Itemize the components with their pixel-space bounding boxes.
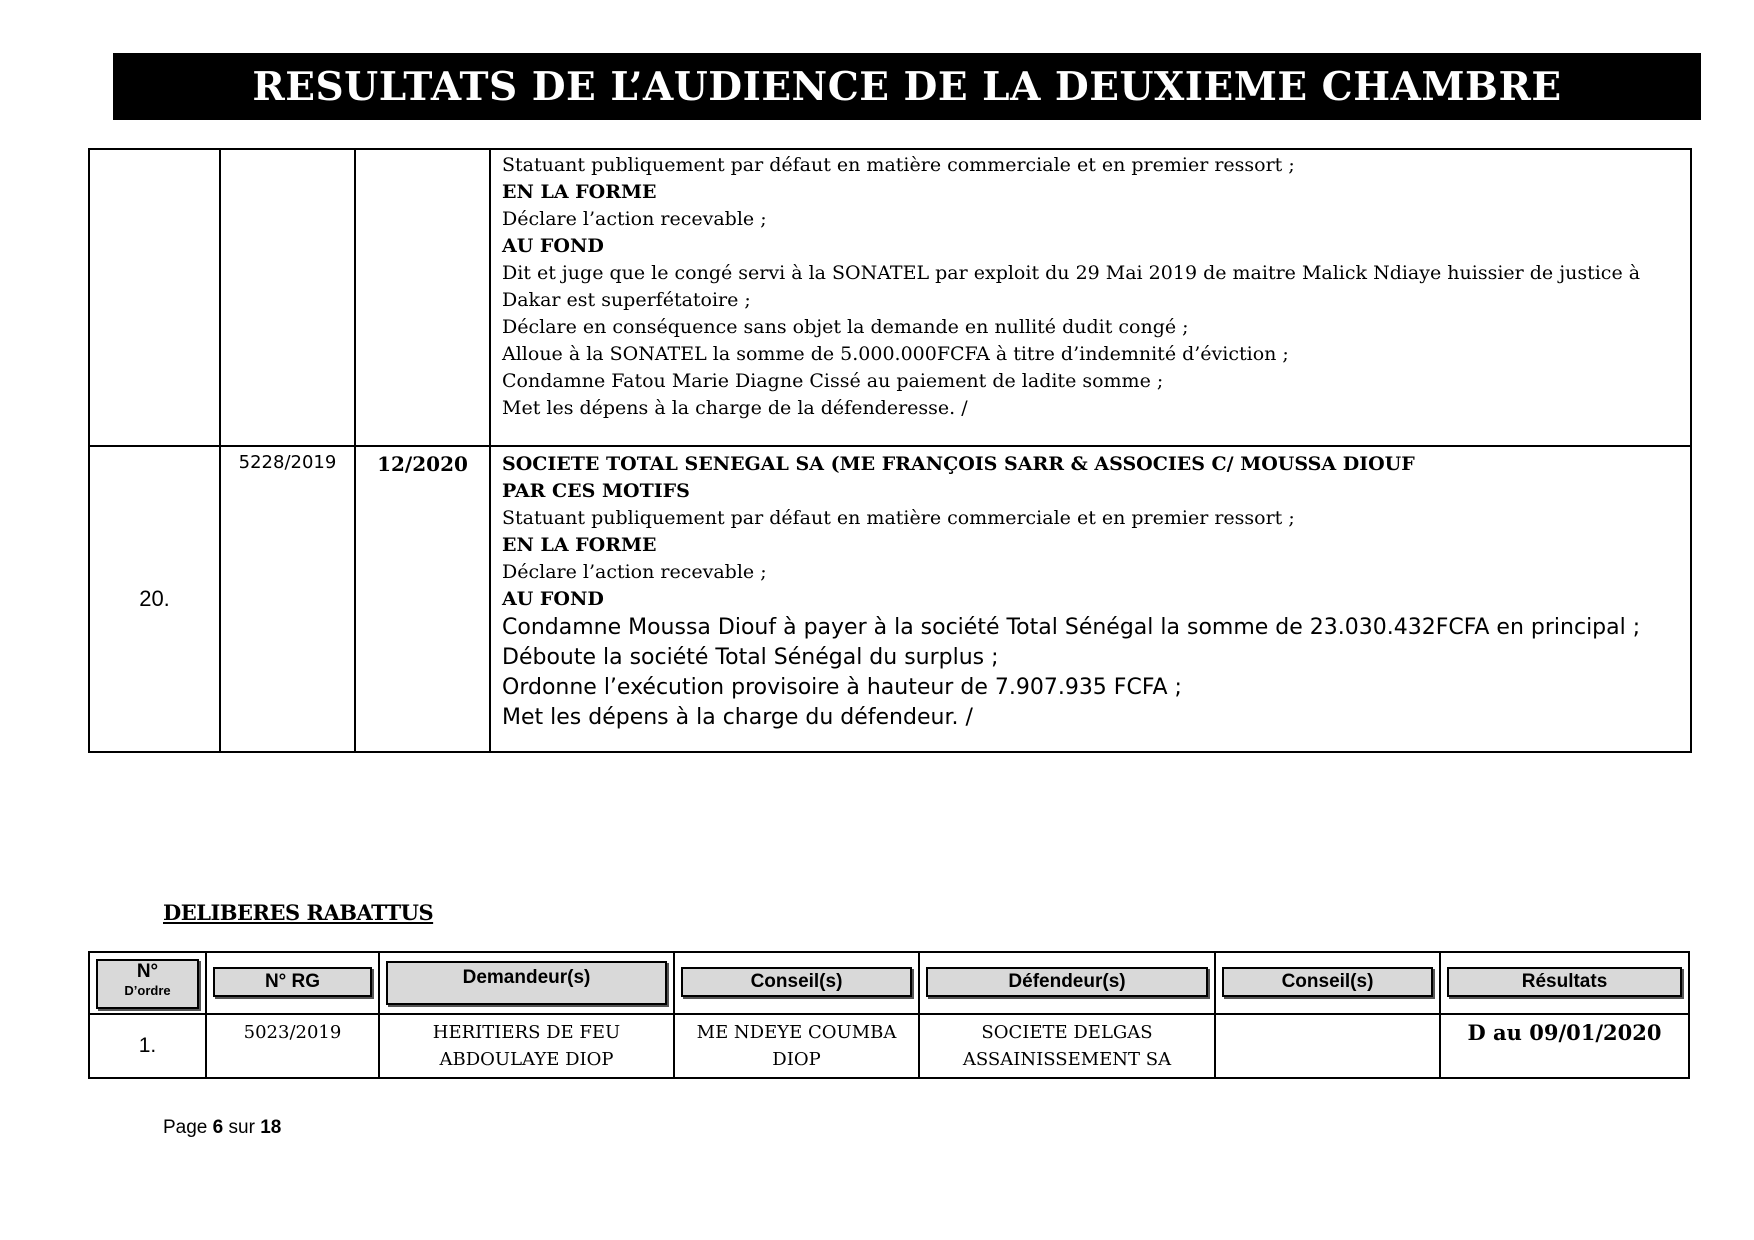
ruling-line: Met les dépens à la charge de la défenderesse. / xyxy=(502,397,968,419)
page-banner-title: RESULTATS DE L’AUDIENCE DE LA DEUXIEME CHAMBRE xyxy=(113,53,1701,120)
header-defendeurs: Défendeur(s) xyxy=(926,967,1208,997)
header-ordre-label: N° xyxy=(136,961,159,982)
rg-cell xyxy=(220,149,355,446)
ruling-line: EN LA FORME xyxy=(502,534,657,556)
ruling-line: AU FOND xyxy=(502,588,604,610)
header-rg: N° RG xyxy=(213,967,372,997)
ruling-line: SOCIETE TOTAL SENEGAL SA (ME FRANÇOIS SARR & ASSOCIES C/ MOUSSA DIOUF xyxy=(502,453,1415,475)
ruling-line: Déclare l’action recevable ; xyxy=(502,561,767,583)
footer-middle: sur xyxy=(223,1117,261,1138)
page-footer xyxy=(163,1117,281,1139)
ruling-line: Déboute la société Total Sénégal du surplus ; xyxy=(502,645,999,670)
demandeur-cell: HERITIERS DE FEU ABDOULAYE DIOP xyxy=(379,1014,674,1078)
ruling-line: Met les dépens à la charge du défendeur. / xyxy=(502,705,973,730)
deliberes-table xyxy=(88,951,1690,1079)
ruling-line: AU FOND xyxy=(502,235,604,257)
header-cell xyxy=(89,952,206,1014)
header-cell xyxy=(1215,952,1440,1014)
decision-cell: 12/2020 xyxy=(355,446,490,752)
header-ordre xyxy=(96,959,199,1009)
header-resultats: Résultats xyxy=(1447,967,1682,997)
ordre-cell: 1. xyxy=(89,1014,206,1078)
footer-current-page: 6 xyxy=(212,1117,224,1138)
footer-total-pages: 18 xyxy=(260,1117,282,1138)
ruling-line: Statuant publiquement par défaut en matière commerciale et en premier ressort ; xyxy=(502,507,1295,529)
conseil-cell xyxy=(1215,1014,1440,1078)
table-row xyxy=(89,149,1691,446)
rg-cell: 5228/2019 xyxy=(220,446,355,752)
defendeur-cell: SOCIETE DELGAS ASSAINISSEMENT SA xyxy=(919,1014,1215,1078)
decision-cell xyxy=(355,149,490,446)
ruling-line: PAR CES MOTIFS xyxy=(502,480,690,502)
header-conseils: Conseil(s) xyxy=(681,967,912,997)
ruling-line: Statuant publiquement par défaut en matière commerciale et en premier ressort ; xyxy=(502,154,1295,176)
ruling-cell xyxy=(490,149,1691,446)
table-row xyxy=(89,446,1691,752)
ruling-line: Déclare en conséquence sans objet la demande en nullité dudit congé ; xyxy=(502,316,1189,338)
ruling-cell xyxy=(490,446,1691,752)
conseil-cell: ME NDEYE COUMBA DIOP xyxy=(674,1014,919,1078)
footer-prefix: Page xyxy=(163,1117,213,1138)
header-cell xyxy=(379,952,674,1014)
judgments-table xyxy=(88,148,1692,753)
header-row xyxy=(89,952,1689,1014)
ruling-line: Condamne Moussa Diouf à payer à la société Total Sénégal la somme de 23.030.432FCFA en principal ; xyxy=(502,615,1641,640)
header-cell xyxy=(919,952,1215,1014)
header-ordre-sublabel: D’ordre xyxy=(124,983,171,998)
header-conseils: Conseil(s) xyxy=(1222,967,1433,997)
section-title: DELIBERES RABATTUS xyxy=(163,900,434,925)
table-row xyxy=(89,1014,1689,1078)
ruling-line: Déclare l’action recevable ; xyxy=(502,208,767,230)
header-cell xyxy=(206,952,379,1014)
header-cell xyxy=(1440,952,1689,1014)
ruling-line: Ordonne l’exécution provisoire à hauteur de 7.907.935 FCFA ; xyxy=(502,675,1182,700)
ruling-line: Condamne Fatou Marie Diagne Cissé au paiement de ladite somme ; xyxy=(502,370,1164,392)
header-demandeurs: Demandeur(s) xyxy=(386,961,667,1005)
ruling-text xyxy=(491,447,1690,733)
header-cell xyxy=(674,952,919,1014)
number-cell: 20. xyxy=(89,446,220,752)
ruling-line: EN LA FORME xyxy=(502,181,657,203)
ruling-line: Dit et juge que le congé servi à la SONATEL par exploit du 29 Mai 2019 de maitre Malick Ndiaye huissier de justice à Dakar est superfétatoire ; xyxy=(502,262,1641,311)
ruling-text xyxy=(491,150,1690,422)
rg-cell: 5023/2019 xyxy=(206,1014,379,1078)
ruling-line: Alloue à la SONATEL la somme de 5.000.000FCFA à titre d’indemnité d’éviction ; xyxy=(502,343,1289,365)
resultat-cell: D au 09/01/2020 xyxy=(1440,1014,1689,1078)
number-cell xyxy=(89,149,220,446)
